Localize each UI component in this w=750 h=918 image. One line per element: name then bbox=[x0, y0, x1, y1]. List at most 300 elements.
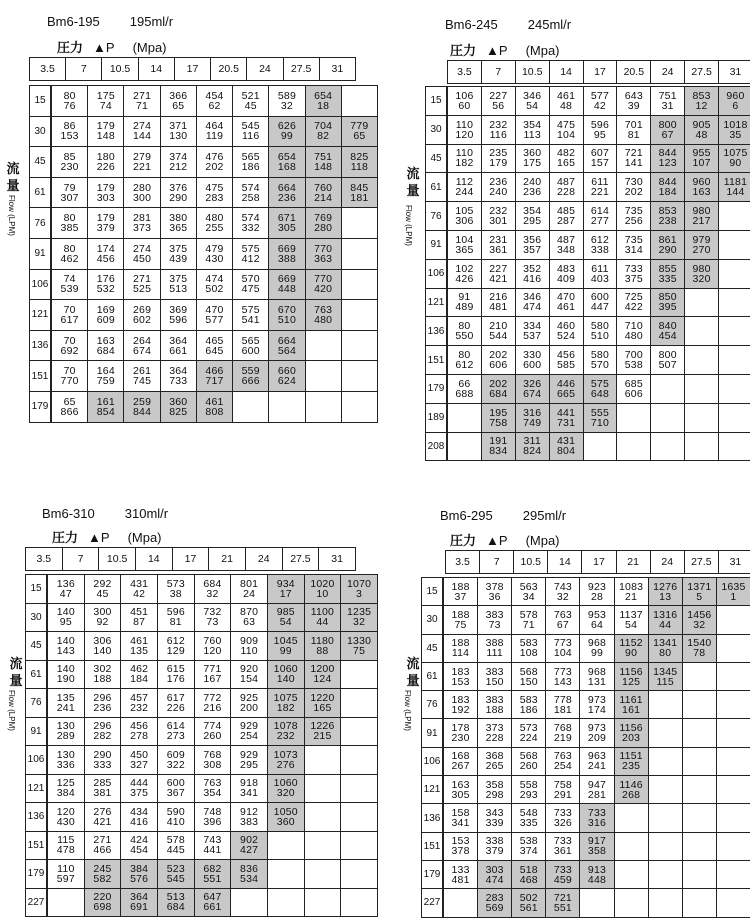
flow-cell: 76 bbox=[26, 689, 47, 718]
speed-value: 612 bbox=[158, 636, 194, 646]
data-cell bbox=[549, 259, 583, 288]
speed-value: 609 bbox=[158, 750, 194, 760]
torque-value: 341 bbox=[444, 818, 477, 828]
speed-value: 283 bbox=[478, 893, 511, 903]
data-cell bbox=[580, 776, 614, 804]
torque-value: 45 bbox=[233, 101, 268, 111]
torque-value: 10 bbox=[305, 589, 341, 599]
data-cell bbox=[124, 361, 160, 392]
speed-value: 853 bbox=[685, 91, 718, 101]
data-cell bbox=[512, 662, 546, 690]
torque-value: 267 bbox=[444, 761, 477, 771]
torque-value: 825 bbox=[161, 407, 196, 417]
torque-value: 314 bbox=[617, 245, 650, 255]
speed-value: 431 bbox=[121, 579, 157, 589]
pressure-cell: 27.5 bbox=[282, 548, 319, 571]
data-grid bbox=[447, 86, 750, 461]
speed-value: 179 bbox=[88, 121, 123, 131]
speed-value: 302 bbox=[85, 664, 121, 674]
speed-value: 590 bbox=[158, 807, 194, 817]
speed-value: 1371 bbox=[683, 582, 716, 592]
flow-unit: Flow (LPM) bbox=[403, 690, 412, 731]
speed-value: 963 bbox=[580, 751, 613, 761]
data-cell bbox=[305, 361, 341, 392]
speed-value: 366 bbox=[161, 91, 196, 101]
data-cell bbox=[478, 860, 512, 888]
data-cell bbox=[267, 632, 304, 661]
speed-value: 161 bbox=[88, 397, 123, 407]
unit-mpa: (Mpa) bbox=[526, 43, 560, 58]
table-row bbox=[444, 691, 750, 719]
speed-value: 376 bbox=[161, 183, 196, 193]
data-cell bbox=[231, 717, 268, 746]
data-cell bbox=[478, 747, 512, 775]
pressure-cell: 14 bbox=[138, 58, 174, 81]
speed-value: 565 bbox=[233, 152, 268, 162]
torque-value: 73 bbox=[195, 617, 231, 627]
speed-value: 614 bbox=[584, 206, 617, 216]
data-cell bbox=[304, 746, 341, 775]
data-cell bbox=[304, 717, 341, 746]
torque-value: 67 bbox=[651, 130, 684, 140]
torque-value: 525 bbox=[124, 284, 159, 294]
torque-value: 507 bbox=[651, 360, 684, 370]
pressure-cell: 24 bbox=[650, 551, 684, 574]
torque-value: 674 bbox=[124, 346, 159, 356]
speed-value: 1226 bbox=[305, 721, 341, 731]
torque-value: 114 bbox=[444, 648, 477, 658]
torque-value: 17 bbox=[268, 589, 304, 599]
data-cell bbox=[160, 208, 196, 239]
speed-value: 573 bbox=[512, 723, 545, 733]
torque-value: 1 bbox=[717, 592, 750, 602]
torque-value: 759 bbox=[88, 376, 123, 386]
data-cell bbox=[512, 804, 546, 832]
torque-value: 374 bbox=[512, 846, 545, 856]
torque-value: 31 bbox=[651, 101, 684, 111]
torque-value: 338 bbox=[584, 245, 617, 255]
speed-value: 292 bbox=[85, 579, 121, 589]
flow-cell: 189 bbox=[426, 403, 447, 432]
torque-value: 388 bbox=[269, 254, 304, 264]
data-cell bbox=[48, 575, 85, 604]
speed-value: 1181 bbox=[719, 177, 750, 187]
data-cell bbox=[448, 374, 482, 403]
torque-value: 148 bbox=[88, 131, 123, 141]
speed-value: 664 bbox=[269, 336, 304, 346]
pressure-text: 圧力 bbox=[450, 43, 476, 58]
torque-value: 228 bbox=[478, 733, 511, 743]
torque-value: 277 bbox=[584, 216, 617, 226]
speed-value: 179 bbox=[88, 213, 123, 223]
speed-value: 279 bbox=[124, 152, 159, 162]
torque-value: 585 bbox=[550, 360, 583, 370]
data-cell bbox=[512, 634, 546, 662]
data-cell bbox=[196, 177, 232, 208]
data-cell bbox=[478, 634, 512, 662]
speed-value: 364 bbox=[161, 336, 196, 346]
table-row bbox=[48, 888, 378, 917]
data-cell bbox=[716, 578, 750, 606]
data-cell bbox=[305, 147, 341, 178]
data-cell bbox=[196, 269, 232, 300]
data-cell bbox=[685, 87, 719, 116]
speed-value: 202 bbox=[482, 350, 515, 360]
speed-value: 280 bbox=[124, 183, 159, 193]
data-cell bbox=[196, 208, 232, 239]
torque-value: 95 bbox=[48, 617, 84, 627]
torque-value: 421 bbox=[85, 817, 121, 827]
data-cell bbox=[515, 173, 549, 202]
data-cell bbox=[481, 115, 515, 144]
torque-value: 564 bbox=[269, 346, 304, 356]
data-cell bbox=[88, 269, 124, 300]
data-cell bbox=[84, 888, 121, 917]
flow-cell: 45 bbox=[426, 144, 447, 173]
speed-value: 825 bbox=[342, 152, 377, 162]
data-cell bbox=[269, 391, 305, 422]
speed-value: 596 bbox=[584, 120, 617, 130]
data-cell bbox=[583, 144, 617, 173]
data-cell bbox=[448, 259, 482, 288]
speed-value: 555 bbox=[584, 408, 617, 418]
data-cell bbox=[341, 803, 378, 832]
data-cell bbox=[478, 832, 512, 860]
pressure-cell: 7 bbox=[66, 58, 102, 81]
data-cell bbox=[546, 889, 580, 917]
data-cell bbox=[157, 603, 194, 632]
torque-value: 186 bbox=[233, 162, 268, 172]
data-cell bbox=[267, 860, 304, 889]
pressure-cell: 20.5 bbox=[211, 58, 247, 81]
data-cell bbox=[233, 300, 269, 331]
speed-value: 1635 bbox=[717, 582, 750, 592]
torque-value: 456 bbox=[88, 254, 123, 264]
torque-value: 661 bbox=[195, 902, 231, 912]
speed-value: 303 bbox=[478, 865, 511, 875]
data-cell bbox=[651, 259, 685, 288]
data-cell bbox=[48, 746, 85, 775]
torque-value: 445 bbox=[158, 845, 194, 855]
data-cell bbox=[341, 269, 377, 300]
speed-value: 840 bbox=[651, 321, 684, 331]
data-cell bbox=[682, 606, 716, 634]
data-cell bbox=[124, 330, 160, 361]
delta-p-text: ▲P bbox=[486, 533, 508, 548]
data-cell bbox=[341, 831, 378, 860]
speed-value: 451 bbox=[121, 607, 157, 617]
data-cell bbox=[444, 691, 478, 719]
speed-value: 1220 bbox=[305, 693, 341, 703]
torque-value: 37 bbox=[444, 592, 477, 602]
speed-value: 79 bbox=[52, 183, 87, 193]
speed-value: 487 bbox=[550, 235, 583, 245]
speed-value: 1070 bbox=[341, 579, 377, 589]
torque-value: 430 bbox=[48, 817, 84, 827]
speed-value: 457 bbox=[121, 693, 157, 703]
speed-value: 80 bbox=[52, 213, 87, 223]
speed-value: 338 bbox=[478, 836, 511, 846]
speed-value: 360 bbox=[161, 397, 196, 407]
data-cell bbox=[648, 662, 682, 690]
table-row bbox=[444, 804, 750, 832]
speed-value: 264 bbox=[124, 336, 159, 346]
flow-cell: 106 bbox=[422, 747, 443, 775]
speed-value: 375 bbox=[161, 244, 196, 254]
torque-value: 684 bbox=[482, 389, 515, 399]
torque-value: 65 bbox=[342, 131, 377, 141]
model-name: Bm6-310 bbox=[42, 506, 95, 521]
data-cell bbox=[160, 391, 196, 422]
speed-value: 568 bbox=[512, 667, 545, 677]
table-row bbox=[48, 689, 378, 718]
speed-value: 115 bbox=[48, 835, 84, 845]
speed-value: 600 bbox=[158, 778, 194, 788]
torque-value: 466 bbox=[85, 845, 121, 855]
torque-value: 698 bbox=[85, 902, 121, 912]
torque-value: 67 bbox=[546, 620, 579, 630]
torque-value: 39 bbox=[617, 101, 650, 111]
data-cell bbox=[160, 330, 196, 361]
table-row bbox=[448, 374, 750, 403]
table-row bbox=[48, 575, 378, 604]
data-cell bbox=[124, 86, 160, 117]
data-cell bbox=[549, 230, 583, 259]
torque-value: 125 bbox=[615, 677, 648, 687]
pressure-cell: 17 bbox=[172, 548, 209, 571]
data-cell bbox=[124, 177, 160, 208]
speed-value: 80 bbox=[448, 321, 481, 331]
data-cell bbox=[444, 719, 478, 747]
data-cell bbox=[444, 747, 478, 775]
torque-value: 254 bbox=[546, 761, 579, 771]
data-cell bbox=[267, 774, 304, 803]
table-row bbox=[48, 632, 378, 661]
flow-cell: 30 bbox=[30, 116, 51, 147]
speed-value: 183 bbox=[444, 695, 477, 705]
data-cell bbox=[160, 147, 196, 178]
flow-cell: 76 bbox=[422, 691, 443, 719]
data-cell bbox=[481, 374, 515, 403]
data-cell bbox=[546, 832, 580, 860]
torque-value: 335 bbox=[512, 818, 545, 828]
data-cell bbox=[304, 603, 341, 632]
speed-value: 763 bbox=[306, 305, 341, 315]
torque-value: 320 bbox=[268, 788, 304, 798]
torque-value: 123 bbox=[651, 158, 684, 168]
pressure-text: 圧力 bbox=[57, 40, 83, 55]
table-row bbox=[448, 403, 750, 432]
data-cell bbox=[512, 889, 546, 917]
torque-value: 303 bbox=[88, 193, 123, 203]
speed-value: 558 bbox=[512, 780, 545, 790]
speed-value: 589 bbox=[269, 91, 304, 101]
torque-value: 385 bbox=[52, 223, 87, 233]
flow-column bbox=[421, 577, 443, 918]
speed-value: 1100 bbox=[305, 607, 341, 617]
speed-value: 450 bbox=[121, 750, 157, 760]
speed-value: 296 bbox=[85, 693, 121, 703]
data-cell bbox=[682, 860, 716, 888]
data-cell bbox=[716, 776, 750, 804]
data-cell bbox=[448, 87, 482, 116]
speed-value: 383 bbox=[478, 610, 511, 620]
speed-value: 902 bbox=[231, 835, 267, 845]
speed-value: 647 bbox=[195, 892, 231, 902]
flow-cell: 30 bbox=[426, 115, 447, 144]
data-cell bbox=[719, 346, 750, 375]
table-row bbox=[444, 889, 750, 917]
pressure-cell: 14 bbox=[549, 61, 583, 84]
data-cell bbox=[304, 831, 341, 860]
data-cell bbox=[341, 689, 378, 718]
speed-value: 563 bbox=[512, 582, 545, 592]
data-cell bbox=[52, 177, 88, 208]
speed-value: 596 bbox=[158, 607, 194, 617]
speed-value: 909 bbox=[231, 636, 267, 646]
speed-value: 721 bbox=[617, 148, 650, 158]
data-cell bbox=[341, 575, 378, 604]
speed-value: 580 bbox=[584, 321, 617, 331]
torque-value: 550 bbox=[448, 331, 481, 341]
data-cell bbox=[233, 238, 269, 269]
data-cell bbox=[160, 177, 196, 208]
data-cell bbox=[305, 269, 341, 300]
data-cell bbox=[515, 230, 549, 259]
speed-value: 480 bbox=[197, 213, 232, 223]
speed-value: 130 bbox=[48, 721, 84, 731]
speed-value: 1156 bbox=[615, 723, 648, 733]
table-row bbox=[448, 87, 750, 116]
torque-value: 606 bbox=[617, 389, 650, 399]
data-cell bbox=[305, 300, 341, 331]
speed-value: 735 bbox=[617, 206, 650, 216]
data-cell bbox=[682, 889, 716, 917]
data-cell bbox=[88, 238, 124, 269]
torque-value: 144 bbox=[719, 187, 750, 197]
data-cell bbox=[444, 634, 478, 662]
torque-value: 119 bbox=[197, 131, 232, 141]
data-cell bbox=[716, 662, 750, 690]
data-cell bbox=[648, 691, 682, 719]
torque-value: 32 bbox=[195, 589, 231, 599]
data-cell bbox=[52, 361, 88, 392]
delta-p-text: ▲P bbox=[486, 43, 508, 58]
torque-value: 135 bbox=[121, 646, 157, 656]
data-cell bbox=[719, 259, 750, 288]
table-row bbox=[444, 719, 750, 747]
torque-value: 770 bbox=[52, 376, 87, 386]
flow-cell: 151 bbox=[26, 831, 47, 860]
data-cell bbox=[512, 606, 546, 634]
torque-value: 48 bbox=[550, 101, 583, 111]
data-cell bbox=[124, 238, 160, 269]
data-cell bbox=[583, 317, 617, 346]
speed-value: 271 bbox=[85, 835, 121, 845]
pressure-label bbox=[450, 40, 560, 59]
data-cell bbox=[549, 87, 583, 116]
flow-unit: Flow (LPM) bbox=[404, 205, 413, 246]
speed-value: 960 bbox=[685, 177, 718, 187]
data-cell bbox=[685, 115, 719, 144]
flow-cell: 15 bbox=[426, 87, 447, 116]
data-cell bbox=[341, 391, 377, 422]
data-cell bbox=[267, 575, 304, 604]
speed-value: 1075 bbox=[719, 148, 750, 158]
data-cell bbox=[84, 746, 121, 775]
torque-value: 32 bbox=[683, 620, 716, 630]
torque-value: 298 bbox=[478, 790, 511, 800]
torque-value: 645 bbox=[197, 346, 232, 356]
data-cell bbox=[48, 774, 85, 803]
flow-label: 流量 bbox=[405, 165, 421, 199]
torque-value: 24 bbox=[231, 589, 267, 599]
pressure-header bbox=[445, 550, 750, 574]
data-cell bbox=[444, 662, 478, 690]
torque-value: 76 bbox=[52, 101, 87, 111]
torque-value: 834 bbox=[482, 446, 515, 456]
data-cell bbox=[546, 578, 580, 606]
speed-value: 374 bbox=[161, 152, 196, 162]
speed-value: 684 bbox=[195, 579, 231, 589]
speed-value: 454 bbox=[197, 91, 232, 101]
speed-value: 180 bbox=[88, 152, 123, 162]
speed-value: 980 bbox=[685, 264, 718, 274]
data-cell bbox=[444, 860, 478, 888]
torque-value: 42 bbox=[584, 101, 617, 111]
torque-value: 293 bbox=[512, 790, 545, 800]
data-cell bbox=[231, 831, 268, 860]
data-cell bbox=[52, 300, 88, 331]
data-cell bbox=[515, 202, 549, 231]
data-cell bbox=[341, 888, 378, 917]
flow-cell: 136 bbox=[422, 804, 443, 832]
torque-value: 749 bbox=[516, 418, 549, 428]
speed-value: 643 bbox=[617, 91, 650, 101]
speed-value: 80 bbox=[52, 244, 87, 254]
table-row bbox=[444, 776, 750, 804]
speed-value: 920 bbox=[231, 664, 267, 674]
pressure-cell: 24 bbox=[245, 548, 282, 571]
torque-value: 212 bbox=[161, 162, 196, 172]
speed-value: 125 bbox=[48, 778, 84, 788]
data-cell bbox=[719, 115, 750, 144]
torque-value: 62 bbox=[197, 101, 232, 111]
speed-value: 917 bbox=[580, 836, 613, 846]
torque-value: 420 bbox=[306, 284, 341, 294]
data-cell bbox=[685, 403, 719, 432]
speed-value: 326 bbox=[516, 379, 549, 389]
data-cell bbox=[580, 606, 614, 634]
torque-value: 367 bbox=[158, 788, 194, 798]
pressure-cell: 17 bbox=[583, 61, 617, 84]
data-cell bbox=[549, 432, 583, 461]
data-cell bbox=[648, 634, 682, 662]
speed-value: 518 bbox=[512, 865, 545, 875]
data-cell bbox=[478, 606, 512, 634]
torque-value: 157 bbox=[584, 158, 617, 168]
data-cell bbox=[48, 717, 85, 746]
data-cell bbox=[267, 717, 304, 746]
torque-value: 143 bbox=[48, 646, 84, 656]
data-cell bbox=[478, 662, 512, 690]
speed-value: 573 bbox=[158, 579, 194, 589]
speed-value: 236 bbox=[482, 177, 515, 187]
torque-value: 54 bbox=[615, 620, 648, 630]
pressure-header bbox=[29, 57, 356, 81]
torque-value: 665 bbox=[550, 389, 583, 399]
torque-value: 236 bbox=[85, 703, 121, 713]
